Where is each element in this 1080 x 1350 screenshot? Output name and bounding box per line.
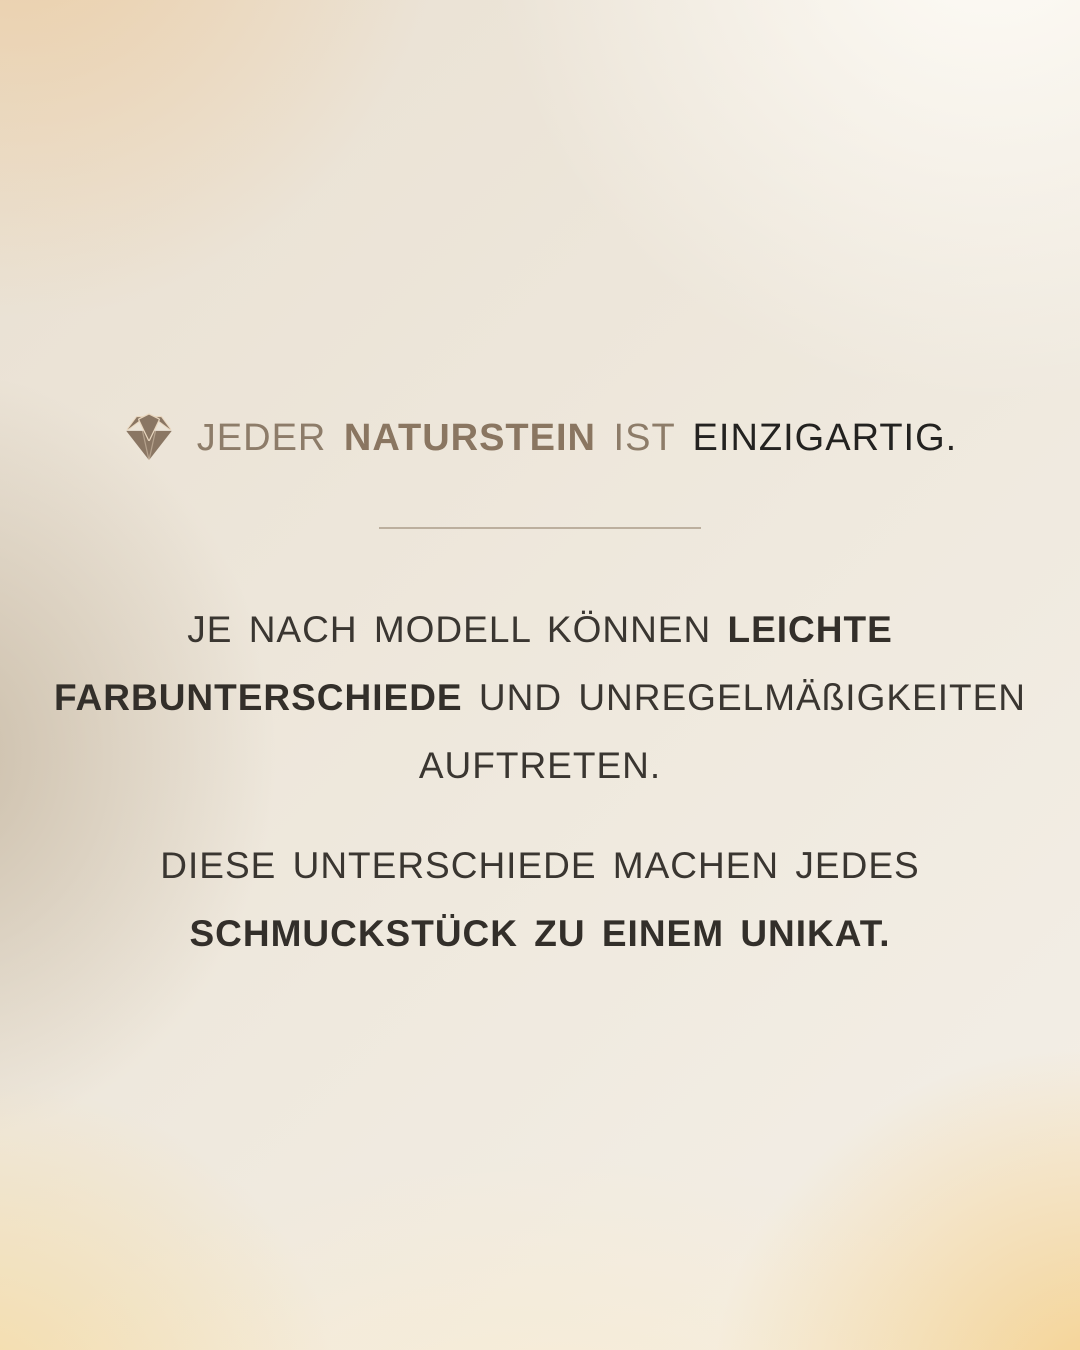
- diamond-icon: [123, 413, 175, 465]
- heading-text: [197, 417, 957, 460]
- heading-word-ist: IST: [596, 416, 693, 459]
- paragraph-2: [0, 832, 1080, 968]
- heading-word-jeder: JEDER: [196, 416, 344, 459]
- text-segment-bold: LEICHTE: [727, 609, 893, 650]
- text-segment: UND UNREGELMÄßIGKEITEN: [462, 677, 1027, 718]
- paragraph-2-line-1: [0, 832, 1080, 900]
- paragraph-1-line-1: [0, 596, 1080, 664]
- text-segment: JE NACH MODELL KÖNNEN: [187, 609, 728, 650]
- paragraph-1: [0, 596, 1080, 800]
- heading: [0, 408, 1080, 468]
- text-segment-bold: FARBUNTERSCHIEDE: [53, 677, 463, 718]
- text-segment-bold: SCHMUCKSTÜCK ZU EINEM UNIKAT.: [189, 913, 891, 954]
- divider-line: [379, 527, 701, 529]
- heading-word-einzigartig: EINZIGARTIG.: [692, 416, 958, 459]
- text-segment: DIESE UNTERSCHIEDE MACHEN JEDES: [160, 845, 920, 886]
- paragraph-1-line-3: [0, 732, 1080, 800]
- heading-word-naturstein: NATURSTEIN: [343, 416, 596, 459]
- paragraph-2-line-2: [0, 900, 1080, 968]
- text-segment: AUFTRETEN.: [418, 745, 662, 786]
- paragraph-1-line-2: [0, 664, 1080, 732]
